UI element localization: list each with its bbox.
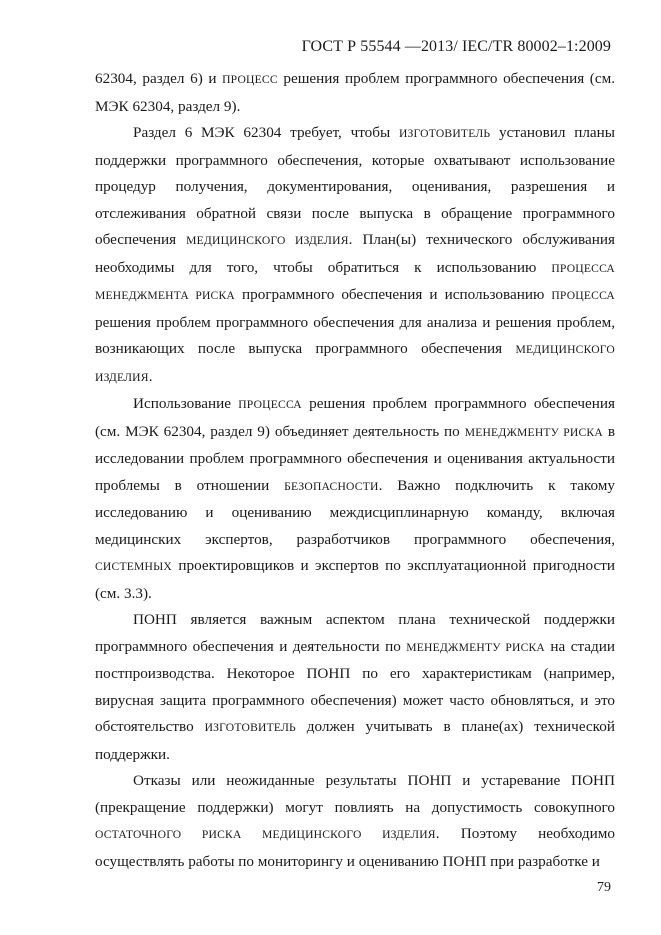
small-caps-term: БЕЗОПАСНОСТИ (284, 479, 379, 493)
text-run: установил планы поддержки программного обеспечения, которые охватывают использование процедур получения, документирования, оценивания, разрешения и отслеживания обратной связи после выпуска в обращение программного обеспечения (95, 124, 615, 248)
text-run: . Важно подключить к такому исследованию и оцениванию междисциплинарную команду, включая медицинских экспертов, разработчиков программного обеспечения, (95, 476, 615, 548)
text-run: в исследовании проблем программного обеспечения и оценивания актуальности проблемы в отношении (95, 422, 616, 494)
small-caps-term: ОСТАТОЧНОГО РИСКА МЕДИЦИНСКОГО ИЗДЕЛИЯ (95, 828, 436, 841)
text-run: 62304, раздел 6) и (95, 70, 223, 87)
paragraph-5 (95, 768, 615, 875)
small-caps-term: ПРОЦЕССА (551, 289, 615, 302)
text-run: должен учитывать в плане(ах) технической поддержки. (95, 718, 616, 763)
text-run: . Поэтому необходимо осуществлять работы по мониторингу и оцениванию ПОНП при разработке и (95, 825, 615, 870)
body-text (95, 66, 615, 875)
page-header: ГОСТ Р 55544 —2013/ IEC/TR 80002–1:2009 (301, 38, 611, 55)
small-caps-term: МЕДИЦИНСКОГО ИЗДЕЛИЯ (186, 234, 349, 247)
text-run: Раздел 6 МЭК 62304 требует, чтобы (133, 124, 399, 141)
small-caps-term: МЕДИЦИНСКОГО ИЗДЕЛИЯ (95, 343, 615, 384)
text-run: решения проблем программного обеспечения для анализа и решения проблем, возникающих после выпуска программного обеспечения (95, 313, 615, 357)
paragraph-1 (95, 66, 615, 120)
text-run: . План(ы) технического обслуживания необходимы для того, чтобы обратиться к использованию (95, 231, 615, 276)
text-run: ПОНП является важным аспектом плана технической поддержки программного обеспечения и деятельности по (95, 611, 615, 655)
paragraph-4 (95, 607, 615, 768)
text-run: программного обеспечения и использованию (234, 286, 552, 303)
small-caps-term: ПРОЦЕСС (222, 73, 278, 86)
text-run: . (148, 367, 153, 385)
small-caps-term: СИСТЕМНЫХ (95, 560, 172, 573)
small-caps-term: МЕНЕДЖМЕНТУ РИСКА (464, 425, 603, 439)
text-run: решения проблем программного обеспечения (см. МЭК 62304, раздел 9). (95, 70, 616, 115)
text-run: решения проблем программного обеспечения (см. МЭК 62304, раздел 9) объединяет деятельность по (95, 395, 615, 440)
small-caps-term: ИЗГОТОВИТЕЛЬ (398, 127, 491, 140)
text-run: Отказы или неожиданные результаты ПОНП и устаревание ПОНП (прекращение поддержки) могут повлиять на допустимость совокупного (95, 772, 615, 816)
paragraph-3 (95, 391, 615, 607)
small-caps-term: МЕНЕДЖМЕНТУ РИСКА (406, 640, 546, 654)
small-caps-term: ПРОЦЕССА МЕНЕДЖМЕНТА РИСКА (95, 261, 615, 302)
small-caps-term: ПРОЦЕССА (238, 398, 302, 411)
page-number: 79 (597, 880, 611, 895)
text-run: Использование (133, 395, 239, 412)
paragraph-2 (95, 120, 615, 391)
text-run: проектировщиков и экспертов по эксплуатационной пригодности (см. 3.3). (95, 557, 615, 602)
text-run: на стадии постпроизводства. Некоторое ПОНП по его характеристикам (например, вирусная защита программного обеспечения) может часто обновляться, и это обстоятельство (95, 637, 616, 735)
small-caps-term: ИЗГОТОВИТЕЛЬ (204, 721, 296, 734)
